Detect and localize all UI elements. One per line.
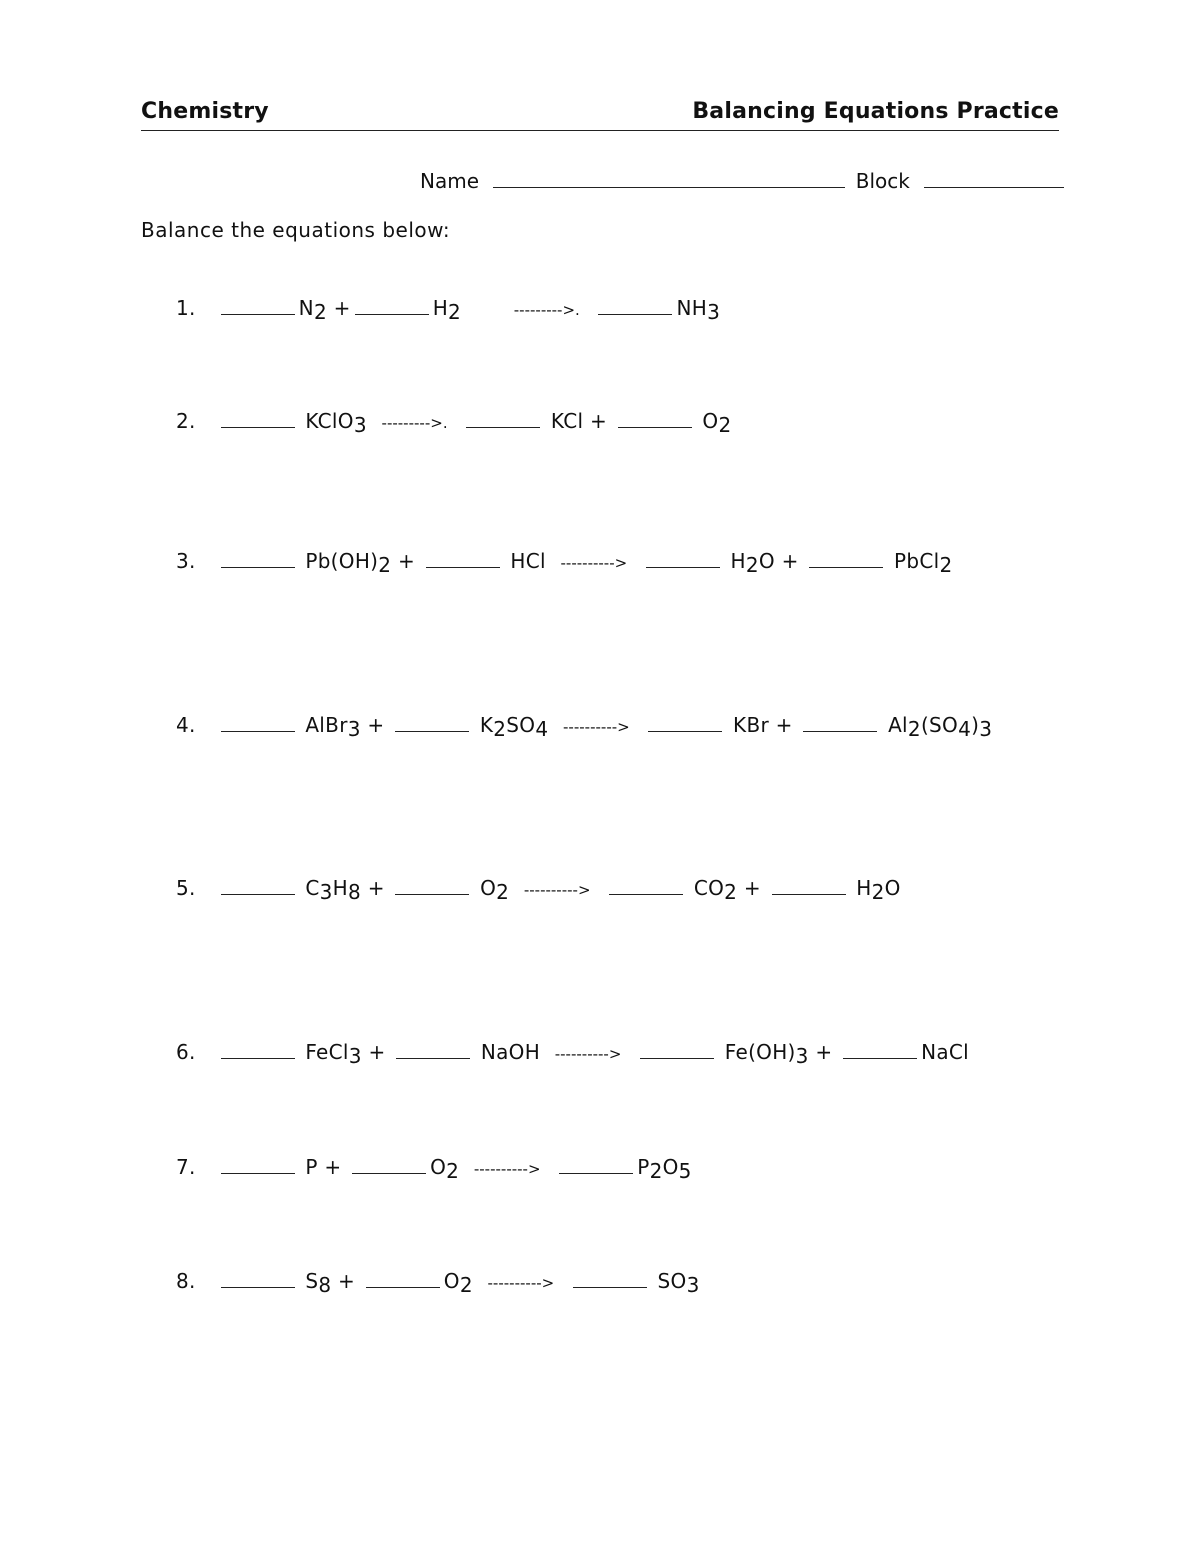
name-block-row: [420, 165, 1064, 193]
coefficient-blank[interactable]: [809, 549, 883, 568]
equation-6: 6. FeCl3 + NaOH ----------> Fe(OH)3 + NaCl: [176, 1040, 970, 1068]
coefficient-blank[interactable]: [559, 1155, 633, 1174]
coefficient-blank[interactable]: [803, 713, 877, 732]
coefficient-blank[interactable]: [221, 296, 295, 315]
coefficient-blank[interactable]: [395, 713, 469, 732]
coefficient-blank[interactable]: [573, 1269, 647, 1288]
coefficient-blank[interactable]: [426, 549, 500, 568]
reaction-arrow: ---------->: [523, 881, 591, 899]
coefficient-blank[interactable]: [221, 1269, 295, 1288]
reaction-arrow: --------->.: [381, 414, 448, 432]
equation-2: 2. KClO3 --------->. KCl + O2: [176, 409, 732, 437]
coefficient-blank[interactable]: [221, 549, 295, 568]
coefficient-blank[interactable]: [352, 1155, 426, 1174]
equation-4: 4. AlBr3 + K2SO4 ----------> KBr + Al2(SO4)3: [176, 713, 993, 741]
equation-3: 3. Pb(OH)2 + HCl ----------> H2O + PbCl2: [176, 549, 953, 577]
equation-number: 6.: [176, 1040, 196, 1064]
equation-number: 5.: [176, 876, 196, 900]
reaction-arrow: ---------->: [560, 554, 628, 572]
coefficient-blank[interactable]: [396, 1040, 470, 1059]
coefficient-blank[interactable]: [395, 876, 469, 895]
name-label: Name: [420, 169, 480, 193]
name-field[interactable]: [493, 165, 845, 188]
equation-7: 7. P + O2 ----------> P2O5: [176, 1155, 692, 1183]
equation-1: 1. N2 + H2 --------->. NH3: [176, 296, 721, 324]
coefficient-blank[interactable]: [609, 876, 683, 895]
coefficient-blank[interactable]: [598, 296, 672, 315]
worksheet-title: Balancing Equations Practice: [692, 99, 1059, 124]
coefficient-blank[interactable]: [772, 876, 846, 895]
equation-number: 8.: [176, 1269, 196, 1293]
coefficient-blank[interactable]: [221, 876, 295, 895]
equation-8: 8. S8 + O2 ----------> SO3: [176, 1269, 700, 1297]
coefficient-blank[interactable]: [466, 409, 540, 428]
instructions: Balance the equations below:: [141, 218, 451, 242]
equation-number: 3.: [176, 549, 196, 573]
reaction-arrow: ---------->: [473, 1160, 541, 1178]
equation-number: 2.: [176, 409, 196, 433]
reaction-arrow: ---------->: [563, 718, 630, 736]
reaction-arrow: ---------->: [487, 1274, 555, 1292]
coefficient-blank[interactable]: [843, 1040, 917, 1059]
coefficient-blank[interactable]: [221, 409, 295, 428]
coefficient-blank[interactable]: [221, 713, 295, 732]
coefficient-blank[interactable]: [648, 713, 722, 732]
coefficient-blank[interactable]: [618, 409, 692, 428]
reaction-arrow: ---------->: [554, 1045, 622, 1063]
block-field[interactable]: [924, 165, 1064, 188]
page-header: [141, 96, 1059, 131]
equation-5: 5. C3H8 + O2 ----------> CO2 + H2O: [176, 876, 901, 904]
coefficient-blank[interactable]: [355, 296, 429, 315]
coefficient-blank[interactable]: [366, 1269, 440, 1288]
subject-title: Chemistry: [141, 99, 269, 124]
equation-number: 4.: [176, 713, 196, 737]
coefficient-blank[interactable]: [640, 1040, 714, 1059]
coefficient-blank[interactable]: [221, 1040, 295, 1059]
equation-number: 7.: [176, 1155, 196, 1179]
block-label: Block: [855, 169, 910, 193]
equation-number: 1.: [176, 296, 196, 320]
reaction-arrow: --------->.: [513, 301, 580, 319]
coefficient-blank[interactable]: [646, 549, 720, 568]
coefficient-blank[interactable]: [221, 1155, 295, 1174]
